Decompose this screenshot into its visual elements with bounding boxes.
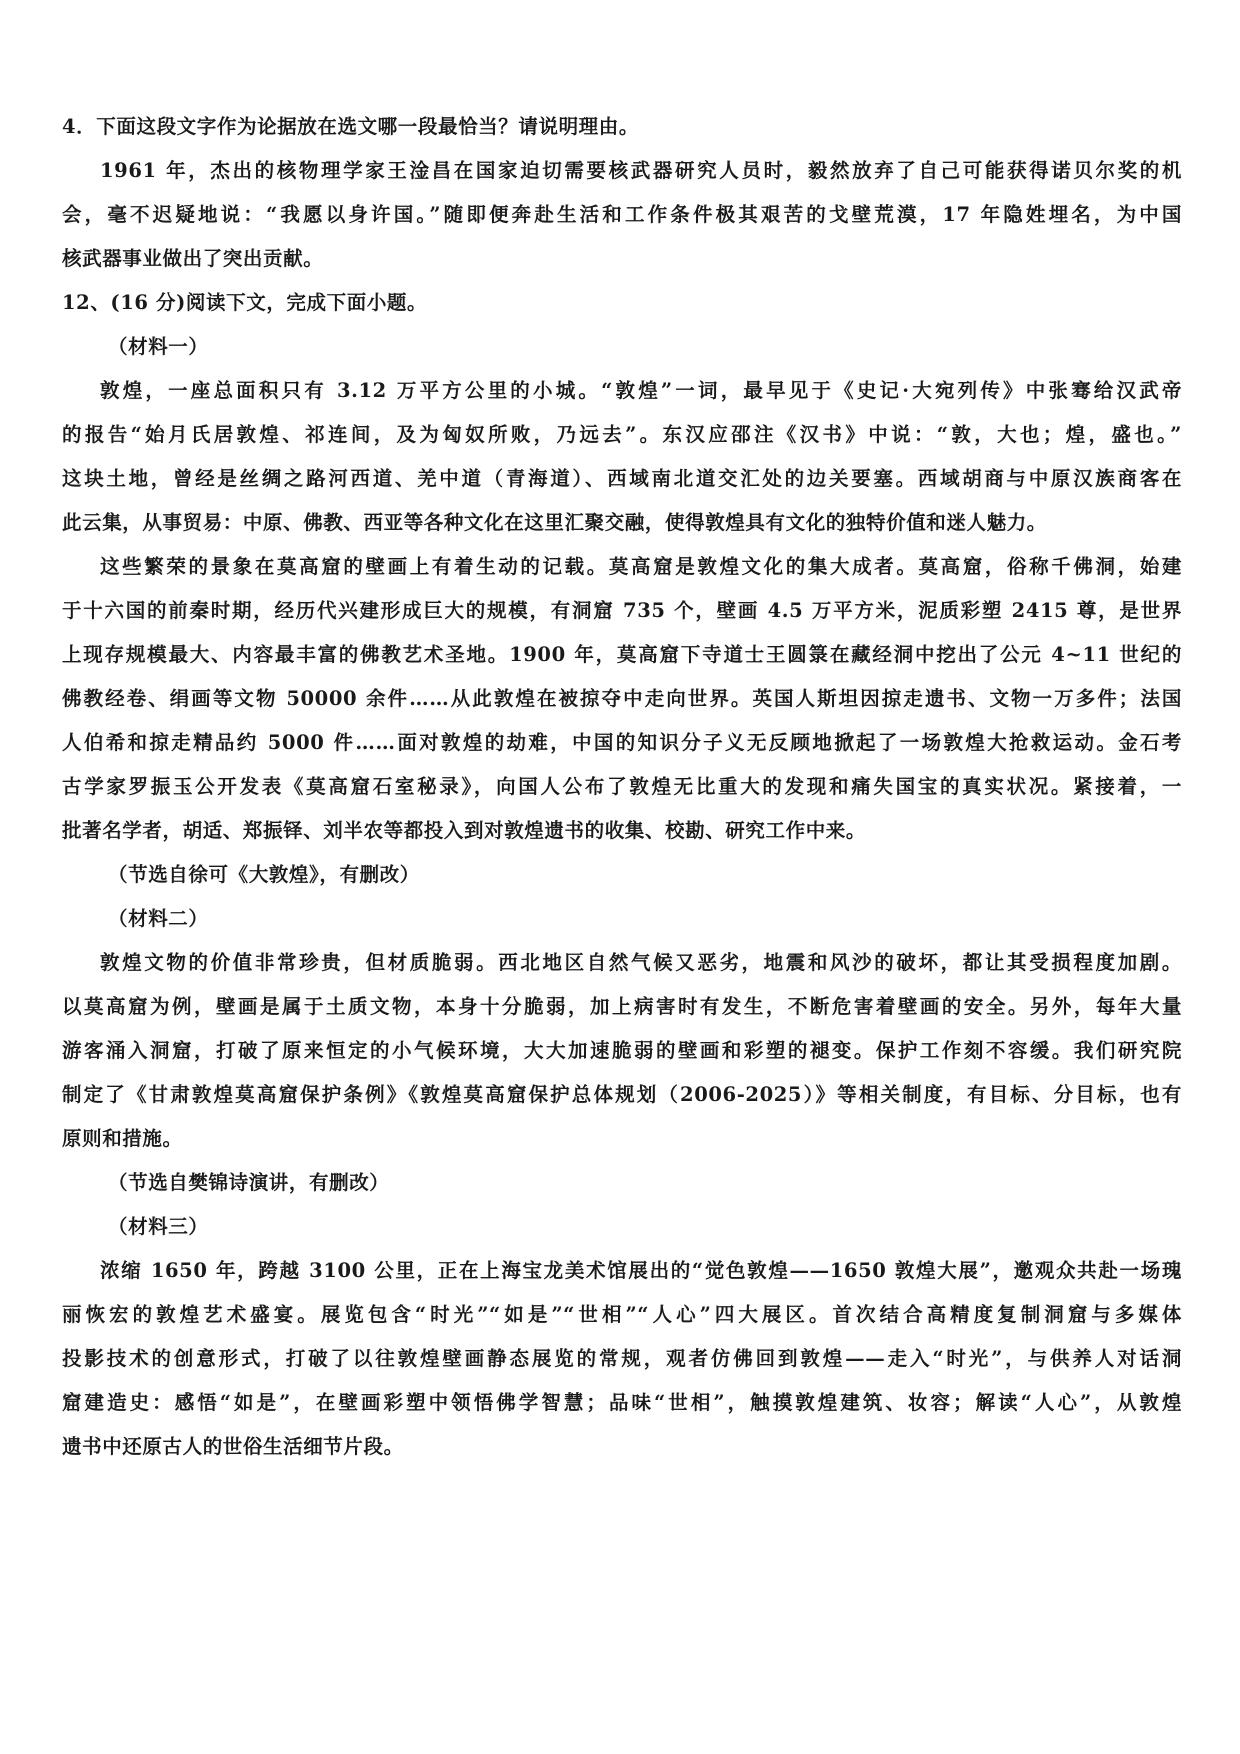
q4-evidence-line: 会，毫不迟疑地说：“我愿以身许国。”随即便奔赴生活和工作条件极其艰苦的戈壁荒漠，17 年隐姓埋名，为中国 [62,203,1182,226]
material-3-label: （材料三） [108,1215,209,1238]
m1-paragraph-line: 这块土地，曾经是丝绸之路河西道、羌中道（青海道）、西域南北道交汇处的边关要塞。西域胡商与中原汉族商客在 [62,467,1182,490]
m1-paragraph-line: 批著名学者，胡适、郑振铎、刘半农等都投入到对敦煌遗书的收集、校勘、研究工作中来。 [62,819,867,842]
q4-evidence-line: 1961 年，杰出的核物理学家王淦昌在国家迫切需要核武器研究人员时，毅然放弃了自己可能获得诺贝尔奖的机 [100,159,1182,182]
m3-paragraph-line: 浓缩 1650 年，跨越 3100 公里，正在上海宝龙美术馆展出的“觉色敦煌——1650 敦煌大展”，邀观众共赴一场瑰 [100,1259,1182,1282]
m1-paragraph-line: 人伯希和掠走精品约 5000 件……面对敦煌的劫难，中国的知识分子义无反顾地掀起了一场敦煌大抢救运动。金石考 [62,731,1182,754]
m1-paragraph-line: 此云集，从事贸易：中原、佛教、西亚等各种文化在这里汇聚交融，使得敦煌具有文化的独特价值和迷人魅力。 [62,511,1047,534]
m1-paragraph-line: 上现存规模最大、内容最丰富的佛教艺术圣地。1900 年，莫高窟下寺道士王圆箓在藏经洞中挖出了公元 4~11 世纪的 [62,643,1182,666]
m2-paragraph-line: 制定了《甘肃敦煌莫高窟保护条例》《敦煌莫高窟保护总体规划（2006-2025）》等相关制度，有目标、分目标，也有 [62,1083,1182,1106]
q4-evidence-line: 核武器事业做出了突出贡献。 [62,247,324,270]
m2-paragraph-line: 游客涌入洞窟，打破了原来恒定的小气候环境，大大加速脆弱的壁画和彩塑的褪变。保护工作刻不容缓。我们研究院 [62,1039,1182,1062]
m1-paragraph-line: 于十六国的前秦时期，经历代兴建形成巨大的规模，有洞窟 735 个，壁画 4.5 万平方米，泥质彩塑 2415 尊，是世界 [62,599,1182,622]
m2-paragraph-line: 原则和措施。 [62,1127,183,1150]
m3-paragraph-line: 遗书中还原古人的世俗生活细节片段。 [62,1435,404,1458]
m1-paragraph-line: 佛教经卷、绢画等文物 50000 余件……从此敦煌在被掠夺中走向世界。英国人斯坦因掠走遗书、文物一万多件；法国 [62,687,1182,710]
m3-paragraph-line: 窟建造史：感悟“如是”，在壁画彩塑中领悟佛学智慧；品味“世相”，触摸敦煌建筑、妆容；解读“人心”，从敦煌 [62,1391,1182,1414]
m1-paragraph-line: 敦煌，一座总面积只有 3.12 万平方公里的小城。“敦煌”一词，最早见于《史记·大宛列传》中张骞给汉武帝 [100,379,1182,402]
m3-paragraph-line: 投影技术的创意形式，打破了以往敦煌壁画静态展览的常规，观者仿佛回到敦煌——走入“时光”，与供养人对话洞 [62,1347,1182,1370]
m1-paragraph-line: 的报告“始月氏居敦煌、祁连间，及为匈奴所败，乃远去”。东汉应邵注《汉书》中说：“敦，大也；煌，盛也。” [62,423,1182,446]
material-2-label: （材料二） [108,907,209,930]
material-1-source: （节选自徐可《大敦煌》，有删改） [108,863,420,886]
material-2-source: （节选自樊锦诗演讲，有删改） [108,1171,390,1194]
m2-paragraph-line: 敦煌文物的价值非常珍贵，但材质脆弱。西北地区自然气候又恶劣，地震和风沙的破坏，都让其受损程度加剧。 [100,951,1182,974]
m3-paragraph-line: 丽恢宏的敦煌艺术盛宴。展览包含“时光”“如是”“世相”“人心”四大展区。首次结合高精度复制洞窟与多媒体 [62,1303,1182,1326]
m1-paragraph-line: 古学家罗振玉公开发表《莫高窟石室秘录》，向国人公布了敦煌无比重大的发现和痛失国宝的真实状况。紧接着，一 [62,775,1182,798]
question-12-header: 12、(16 分)阅读下文，完成下面小题。 [62,291,428,314]
material-1-label: （材料一） [108,335,209,358]
m2-paragraph-line: 以莫高窟为例，壁画是属于土质文物，本身十分脆弱，加上病害时有发生，不断危害着壁画的安全。另外，每年大量 [62,995,1182,1018]
question-4-prompt: 4．下面这段文字作为论据放在选文哪一段最恰当？请说明理由。 [62,115,639,138]
m1-paragraph-line: 这些繁荣的景象在莫高窟的壁画上有着生动的记载。莫高窟是敦煌文化的集大成者。莫高窟，俗称千佛洞，始建 [100,555,1182,578]
